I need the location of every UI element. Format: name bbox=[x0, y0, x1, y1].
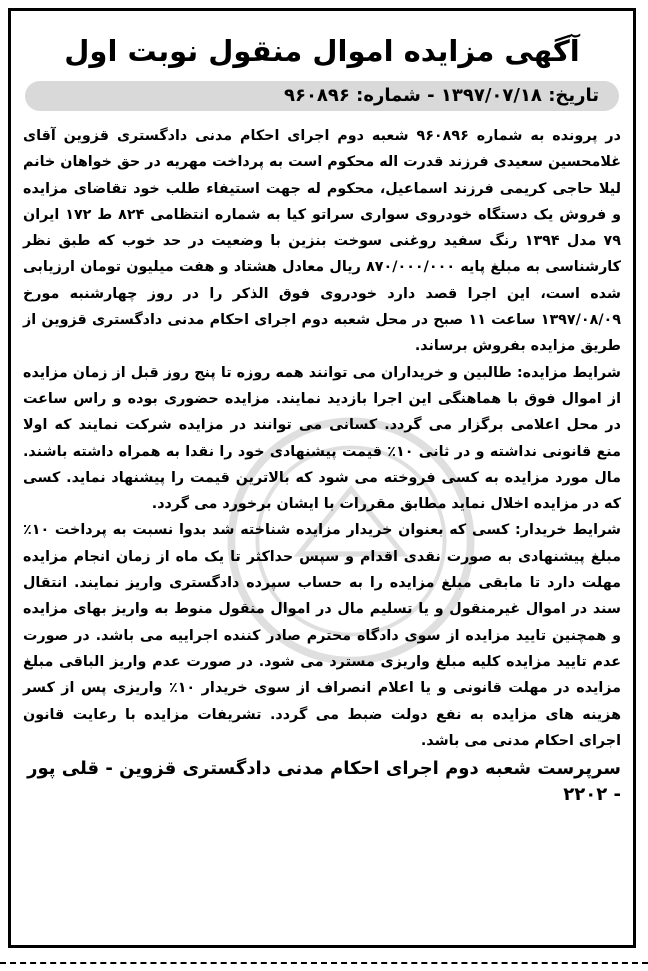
notice-body bbox=[23, 123, 621, 754]
body-paragraph: شرایط خریدار: کسی که بعنوان خریدار مزایده شناخته شد بدوا نسبت به پرداخت ۱۰٪ مبلغ پیشنهادی به صورت نقدی اقدام و سپس حداکثر تا یک ماه از زمان انجام مزایده مهلت دارد تا مابقی مبلغ مزایده را به حساب سپرده دادگستری واریز نمایند. انتقال سند در اموال غیرمنقول و یا تسلیم مال در اموال منقول منوط به واریز بهای مزایده و همچنین تایید مزایده از سوی دادگاه محترم صادر کننده اجراییه می باشد. در صورت عدم تایید مزایده کلیه مبلغ واریزی مسترد می شود. در صورت عدم واریز الباقی مبلغ مزایده در مهلت قانونی و یا اعلام انصراف از سوی خریدار ۱۰٪ واریزی پس از کسر هزینه های مزایده به نفع دولت ضبط می گردد. تشریفات مزایده با رعایت قانون اجرای احکام مدنی می باشد. bbox=[23, 522, 622, 749]
cut-line-divider bbox=[0, 962, 648, 964]
date-number-text: تاریخ: ۱۳۹۷/۰۷/۱۸ - شماره: ۹۶۰۸۹۶ bbox=[283, 85, 599, 106]
date-number-bar bbox=[25, 81, 619, 111]
auction-notice bbox=[8, 8, 636, 948]
signature-line: سرپرست شعبه دوم اجرای احکام مدنی دادگستری قزوین - قلی پور - ۲۲۰۲ bbox=[27, 758, 621, 806]
body-paragraph: در پرونده به شماره ۹۶۰۸۹۶ شعبه دوم اجرای احکام مدنی دادگستری قزوین آقای غلامحسین سعیدی فرزند قدرت اله محکوم است به پرداخت مهریه در حق خواهان خانم لیلا حاجی کریمی فرزند اسماعیل، محکوم له جهت استیفاء طلب خود تقاضای مزایده و فروش یک دستگاه خودروی سواری سراتو کیا به شماره انتظامی ۸۲۴ ط ۱۷۲ ایران ۷۹ مدل ۱۳۹۴ رنگ سفید روغنی سوخت بنزین با وضعیت در حد خوب که طبق نظر کارشناسی به مبلغ پایه ۸۷۰/۰۰۰/۰۰۰ ریال معادل هشتاد و هفت میلیون تومان ارزیابی شده است، این اجرا قصد دارد خودروی فوق الذکر را در روز چهارشنبه مورخ ۱۳۹۷/۰۸/۰۹ ساعت ۱۱ صبح در محل شعبه دوم اجرای احکام مدنی دادگستری قزوین از طریق مزایده بفروش برساند. bbox=[23, 128, 622, 355]
body-paragraph: شرایط مزایده: طالبین و خریداران می توانند همه روزه تا پنج روز قبل از زمان مزایده از اموال فوق با هماهنگی این اجرا بازدید نمایند. مزایده حضوری بوده و راس ساعت در محل اعلامی برگزار می گردد. کسانی می توانند در مزایده شرکت نمایند که اولا منع قانونی نداشته و در ثانی ۱۰٪ قیمت پیشنهادی خود را نقدا به همراه داشته باشند. مال مورد مزایده به کسی فروخته می شود که بالاترین قیمت را پیشنهاد نماید. کسی که در مزایده اخلال نماید مطابق مقررات با ایشان برخورد می گردد. bbox=[23, 364, 621, 513]
notice-title: آگهی مزایده اموال منقول نوبت اول bbox=[64, 34, 580, 68]
